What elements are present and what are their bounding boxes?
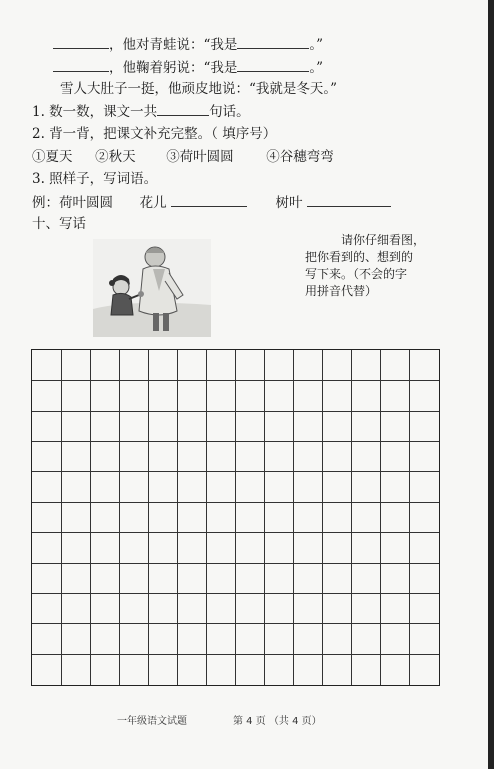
prompt-line-2: 把你看到的、想到的 xyxy=(305,250,414,264)
grid-column-line xyxy=(61,350,62,685)
grid-row-line xyxy=(32,623,439,624)
grid-row-line xyxy=(32,380,439,381)
footer-title: 一年级语文试题 xyxy=(117,716,187,727)
grid-column-line xyxy=(409,350,410,685)
grid-row-line xyxy=(32,654,439,655)
grid-column-line xyxy=(322,350,323,685)
answer-blank[interactable] xyxy=(307,193,391,207)
grid-column-line xyxy=(119,350,120,685)
example-row xyxy=(32,193,391,212)
line-text: ，他对青蛙说：“我是 xyxy=(109,37,238,53)
poem-line-2 xyxy=(53,58,323,77)
grid-row-line xyxy=(32,441,439,442)
question-1-text: 1. 数一数，课文一共 xyxy=(32,104,158,120)
writing-prompt xyxy=(305,232,425,300)
option-1: ①夏天 xyxy=(32,149,73,165)
option-3: ③荷叶圆圆 xyxy=(166,149,234,165)
answer-blank[interactable] xyxy=(157,102,209,116)
grid-row-line xyxy=(32,563,439,564)
grid-row-line xyxy=(32,532,439,533)
example-word-1: 花儿 xyxy=(139,195,167,211)
grid-column-line xyxy=(293,350,294,685)
option-list xyxy=(32,148,334,166)
line-end: 。” xyxy=(309,60,324,76)
option-2: ②秋天 xyxy=(95,149,136,165)
answer-blank[interactable] xyxy=(171,193,247,207)
grid-row-line xyxy=(32,593,439,594)
illustration-girl-and-grandma xyxy=(93,239,211,337)
footer-page: 第 4 页 （共 4 页） xyxy=(233,716,322,727)
line-text: ，他鞠着躬说：“我是 xyxy=(109,60,238,76)
answer-blank[interactable] xyxy=(237,58,309,72)
grid-column-line xyxy=(235,350,236,685)
poem-line-3: 雪人大肚子一挺，他顽皮地说：“我就是冬天。” xyxy=(60,81,338,97)
poem-line-1 xyxy=(53,35,323,54)
example-label: 例：荷叶圆圆 xyxy=(32,195,113,211)
prompt-line-3: 写下来。（不会的字 xyxy=(305,267,408,281)
example-word-2: 树叶 xyxy=(275,195,303,211)
writing-grid[interactable] xyxy=(31,349,440,686)
grid-column-line xyxy=(206,350,207,685)
prompt-line-1: 请你仔细看图， xyxy=(341,233,426,247)
answer-blank[interactable] xyxy=(237,35,309,49)
grid-row-line xyxy=(32,502,439,503)
section-heading: 十、写话 xyxy=(32,216,86,232)
prompt-line-4: 用拼音代替） xyxy=(305,284,378,298)
grid-column-line xyxy=(380,350,381,685)
grid-row-line xyxy=(32,471,439,472)
answer-blank[interactable] xyxy=(53,58,109,72)
grid-column-line xyxy=(264,350,265,685)
page-edge-shadow xyxy=(488,0,494,769)
grid-column-line xyxy=(90,350,91,685)
option-4: ④谷穗弯弯 xyxy=(266,149,334,165)
question-1-suffix: 句话。 xyxy=(209,104,250,120)
line-end: 。” xyxy=(309,37,324,53)
grid-column-line xyxy=(148,350,149,685)
question-1 xyxy=(32,102,250,121)
grid-row-line xyxy=(32,411,439,412)
question-3: 3. 照样子，写词语。 xyxy=(32,171,158,187)
question-2: 2. 背一背，把课文补充完整。（ 填序号） xyxy=(32,126,277,142)
grid-column-line xyxy=(177,350,178,685)
grid-column-line xyxy=(351,350,352,685)
answer-blank[interactable] xyxy=(53,35,109,49)
